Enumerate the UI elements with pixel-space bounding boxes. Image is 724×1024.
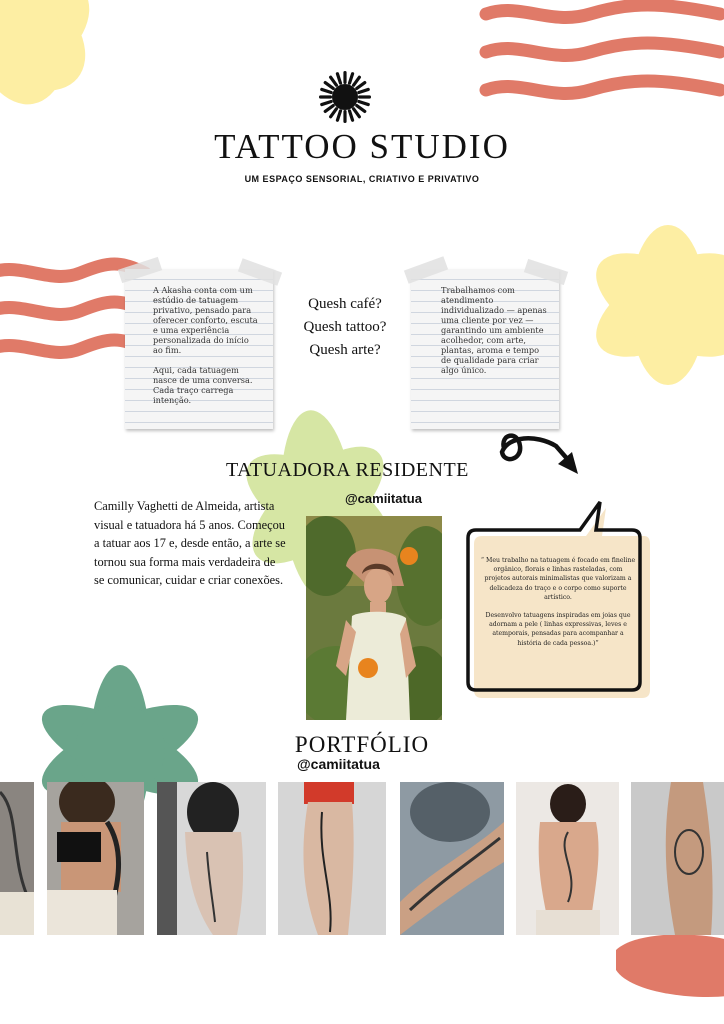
tape-decoration [238, 258, 282, 286]
portfolio-photo-5[interactable] [400, 782, 504, 935]
question-art: Quesh arte? [309, 342, 381, 358]
portfolio-photo-2[interactable] [47, 782, 144, 935]
question-tattoo: Quesh tattoo? [303, 319, 387, 335]
portfolio-handle[interactable]: @camiitatua [297, 756, 380, 772]
section-title-resident: TATUADORA RESIDENTE [226, 459, 469, 481]
artist-quote-paragraph-1: “ Meu trabalho na tatuagem é focado em fineline orgânico, florais e linhas rasteladas, com projetos autorais minimalistas que valorizam a delicadeza do traço e o corpo como suporte artístico. [480, 557, 636, 601]
artist-handle[interactable]: @camiitatua [345, 491, 422, 506]
portfolio-photo-7[interactable] [631, 782, 724, 935]
page-title: TATTOO STUDIO [214, 127, 510, 166]
artist-photo [306, 516, 442, 720]
yellow-flower-right-decoration [548, 165, 724, 455]
note-right [411, 269, 559, 429]
note-left-paragraph-2: Aqui, cada tatuagem nasce de uma conversa. Cada traço carrega intenção. [153, 365, 253, 405]
coral-blob-decoration [610, 930, 724, 1000]
tape-decoration [404, 256, 448, 284]
portfolio-photo-3[interactable] [157, 782, 266, 935]
artist-quote [480, 556, 636, 648]
portfolio-photo-4[interactable] [278, 782, 386, 935]
portfolio-photo-1[interactable] [0, 782, 34, 935]
sun-burst-icon [318, 70, 372, 124]
question-coffee: Quesh café? [308, 296, 382, 312]
artist-bio: Camilly Vaghetti de Almeida, artista visual e tatuadora há 5 anos. Começou a tatuar aos 17 e, desde então, a arte se tornou sua forma mais verdadeira de se comunicar, cuidar e criar conexões. [94, 499, 286, 588]
coral-waves-decoration [480, 0, 724, 115]
note-left-text [153, 285, 259, 405]
note-left [125, 269, 273, 429]
note-right-text: Trabalhamos com atendimento individualizado — apenas uma cliente por vez — garantindo um ambiente acolhedor, com arte, plantas, aroma e tempo de qualidade para criar algo único. [441, 285, 547, 375]
note-left-paragraph-1: A Akasha conta com um estúdio de tatuagem privativo, pensado para oferecer conforto, escuta e uma experiência personalizada do início ao fim. [153, 285, 258, 355]
page-subtitle: UM ESPAÇO SENSORIAL, CRIATIVO E PRIVATIVO [244, 174, 480, 184]
section-title-portfolio: PORTFÓLIO [294, 732, 430, 757]
curly-arrow-icon [496, 428, 586, 480]
artist-quote-paragraph-2: Desenvolvo tatuagens inspiradas em joias que adornam a pele ( linhas expressivas, leves e atemporais, pensadas para acompanhar a história de cada pessoa.)” [485, 612, 631, 647]
portfolio-photo-6[interactable] [516, 782, 619, 935]
